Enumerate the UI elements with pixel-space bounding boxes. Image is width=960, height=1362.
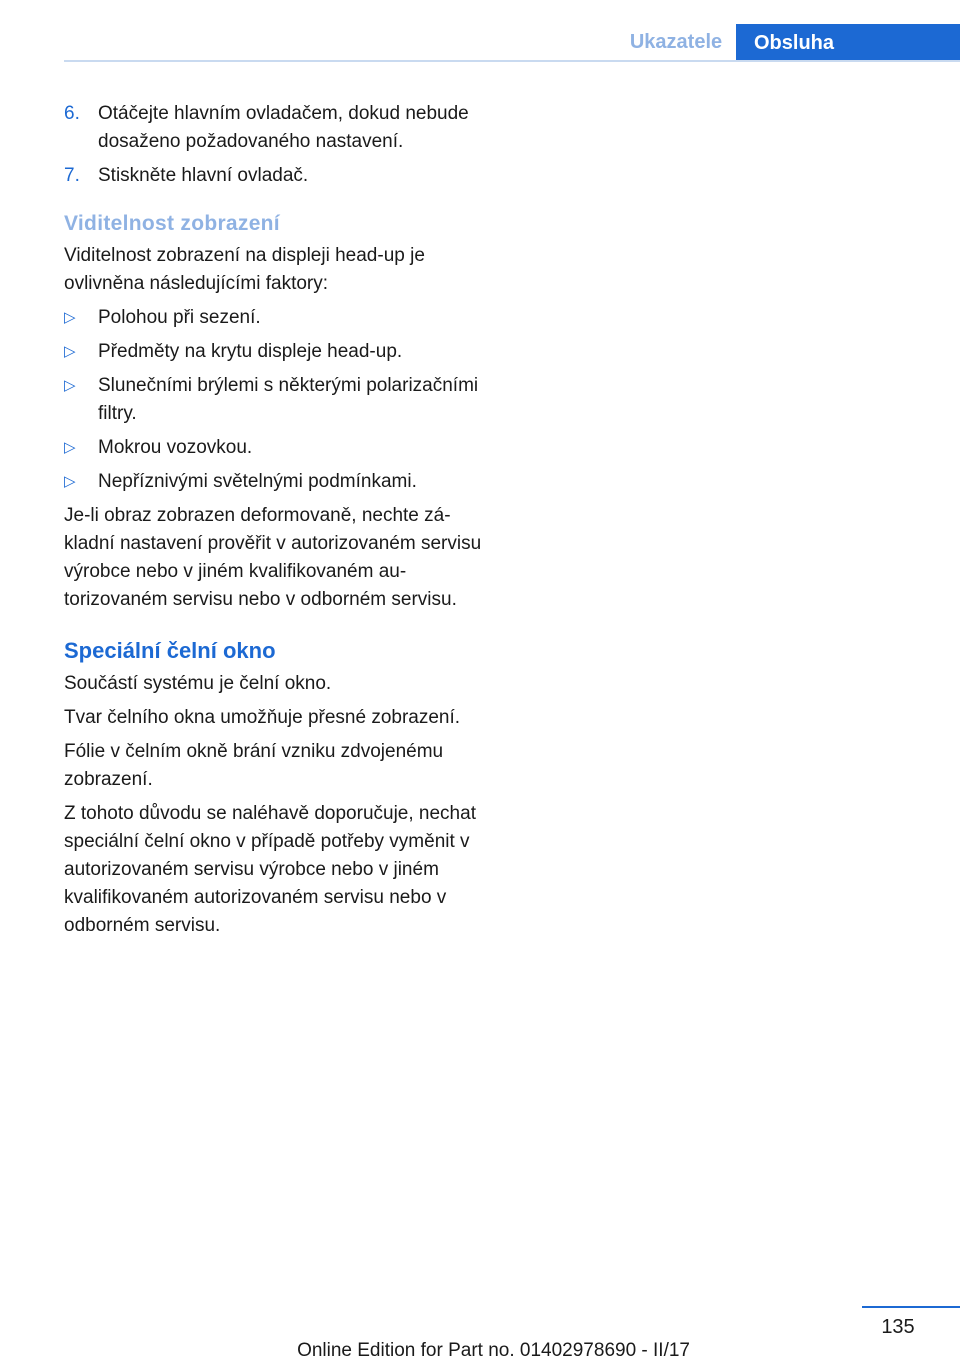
list-item-text: Mokrou vozovkou.: [98, 437, 253, 458]
list-item-text: Nepříznivými světelnými podmínkami.: [98, 471, 417, 492]
tab-ukazatele[interactable]: Ukazatele: [629, 31, 723, 53]
list-item: [64, 372, 484, 428]
section-outro: Je-li obraz zobrazen deformovaně, nechte základní nastavení prověřit v autorizovaném servisu výrobce nebo v jiném kvalifikovaném autorizovaném servisu nebo v odborném servisu.: [64, 505, 482, 610]
triangle-bullet-icon: ▷: [64, 343, 76, 360]
paragraph: Tvar čelního okna umožňuje přesné zobrazení.: [64, 707, 461, 728]
list-item-text: Předměty na krytu displeje head-up.: [98, 341, 403, 362]
step-item: [64, 100, 484, 156]
header-divider: [64, 60, 960, 62]
list-item: [64, 304, 484, 332]
list-item: [64, 468, 484, 496]
section-heading-visibility: Viditelnost zobrazení: [64, 212, 280, 235]
step-text: Stiskněte hlavní ovladač.: [98, 165, 309, 186]
page-number: 135: [881, 1316, 915, 1338]
page-content: [64, 100, 484, 946]
step-number: 7.: [64, 165, 80, 186]
edition-note: Online Edition for Part no. 01402978690 - II/17: [297, 1340, 690, 1361]
page-header: [0, 0, 960, 62]
step-number: 6.: [64, 103, 80, 124]
list-item-text: Slunečními brýlemi s některými polarizačními filtry.: [98, 375, 479, 424]
triangle-bullet-icon: ▷: [64, 309, 76, 326]
triangle-bullet-icon: ▷: [64, 377, 76, 394]
tab-obsluha[interactable]: Obsluha: [736, 24, 960, 62]
list-item: [64, 434, 484, 462]
triangle-bullet-icon: ▷: [64, 439, 76, 456]
list-item-text: Polohou při sezení.: [98, 307, 261, 328]
paragraph: Součástí systému je čelní okno.: [64, 673, 332, 694]
triangle-bullet-icon: ▷: [64, 473, 76, 490]
step-item: [64, 162, 484, 190]
step-text: Otáčejte hlavním ovladačem, dokud nebude dosaženo požadovaného nastavení.: [98, 103, 469, 152]
section-intro: Viditelnost zobrazení na displeji head-up je ovlivněna následujícími faktory:: [64, 245, 425, 294]
list-item: [64, 338, 484, 366]
footer-divider: [862, 1306, 960, 1308]
section-heading-windshield: Speciální čelní okno: [64, 638, 276, 663]
paragraph: Fólie v čelním okně brání vzniku zdvojenému zobrazení.: [64, 741, 444, 790]
paragraph: Z tohoto důvodu se naléhavě doporučuje, nechat speciální čelní okno v případě potřeby vyměnit v autorizovaném servisu výrobce nebo v jiném kvalifikovaném autorizovaném servisu nebo v odborném servisu.: [64, 803, 476, 936]
